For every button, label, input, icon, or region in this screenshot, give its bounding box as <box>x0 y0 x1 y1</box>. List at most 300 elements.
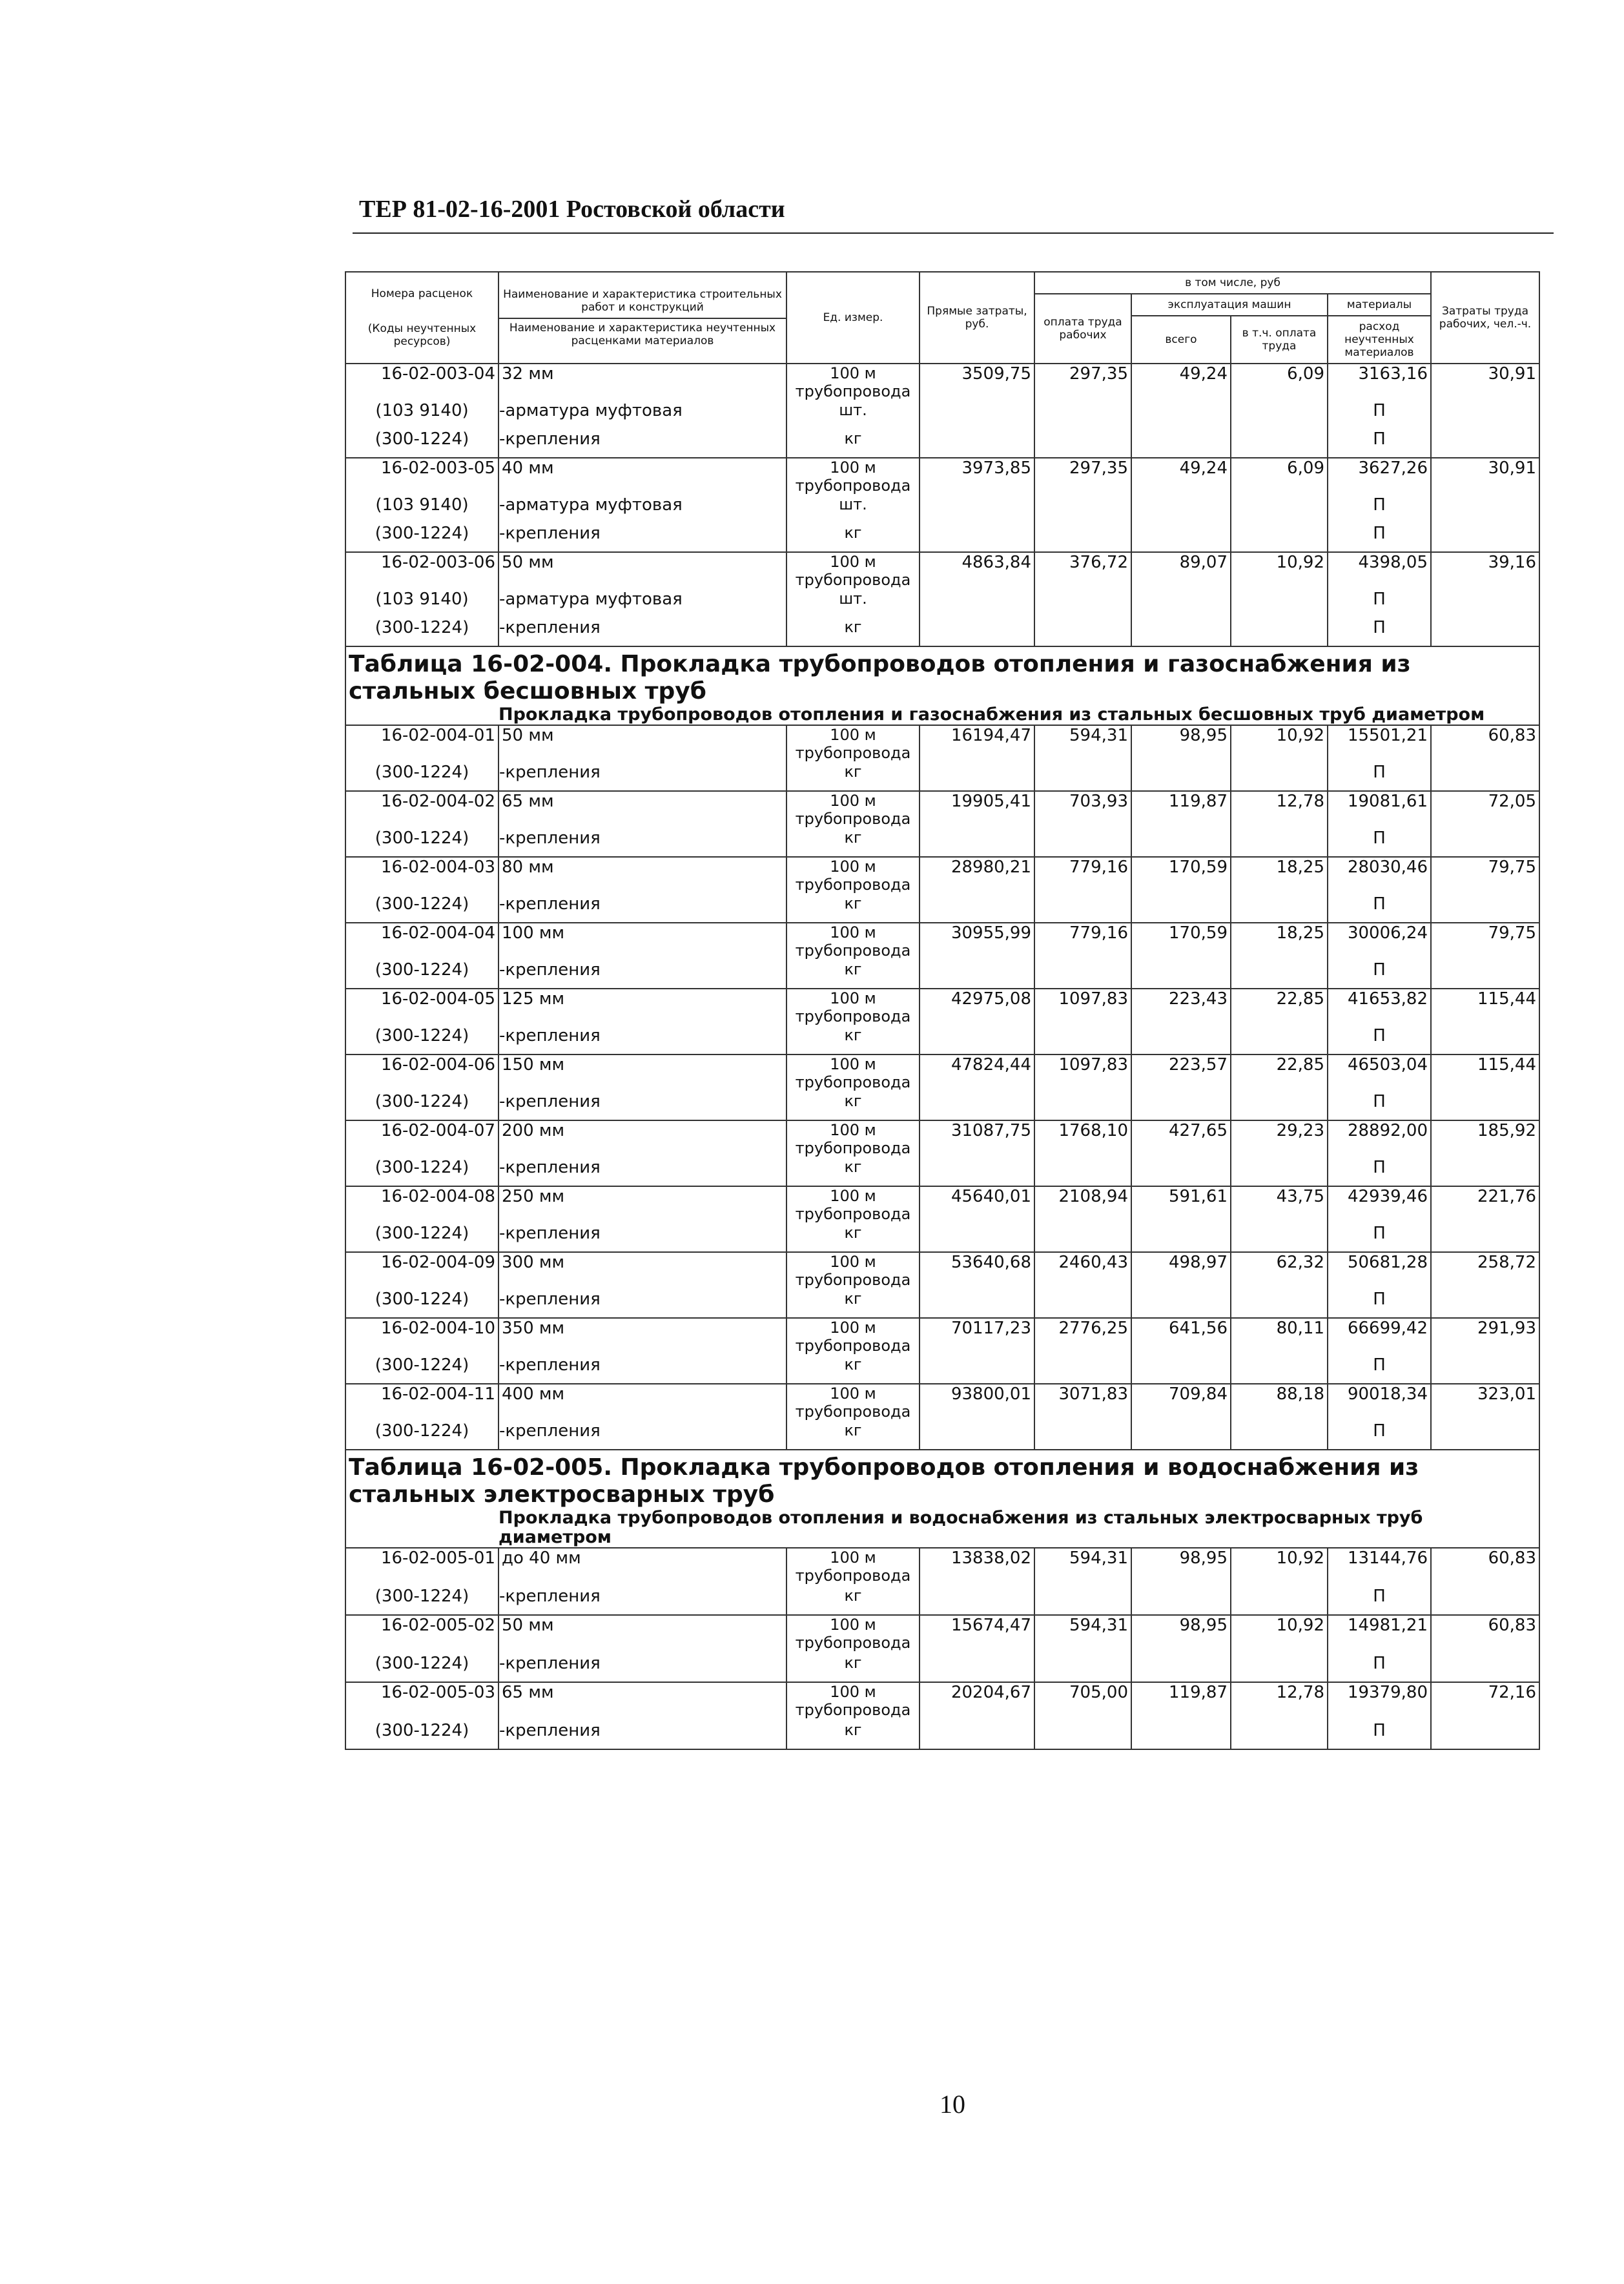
empty-cell <box>1131 828 1231 857</box>
rate-name: 65 мм <box>499 791 786 828</box>
rate-unit <box>786 1055 920 1092</box>
table-subrow <box>345 524 1539 552</box>
resource-material: П <box>1328 1355 1431 1384</box>
rate-unit <box>786 923 920 960</box>
direct-cost: 28980,21 <box>920 857 1034 894</box>
resource-material: П <box>1328 524 1431 552</box>
rate-code: 16-02-004-06 <box>345 1055 499 1092</box>
resource-name: -крепления <box>499 763 786 791</box>
rate-name: 50 мм <box>499 552 786 590</box>
unit-line: трубопровода <box>795 477 911 495</box>
resource-code: (103 9140) <box>345 590 499 618</box>
rate-unit <box>786 725 920 763</box>
empty-cell <box>1431 1721 1539 1749</box>
empty-cell <box>1231 1158 1328 1186</box>
rate-code: 16-02-004-01 <box>345 725 499 763</box>
empty-cell <box>1131 590 1231 618</box>
resource-unit: шт. <box>786 401 920 429</box>
table-row <box>345 923 1539 960</box>
resource-material: П <box>1328 894 1431 923</box>
empty-cell <box>1231 1654 1328 1682</box>
empty-cell <box>1431 524 1539 552</box>
unit-line: трубопровода <box>795 571 911 589</box>
machine-labor-cost: 6,09 <box>1231 364 1328 401</box>
section-005-header <box>345 1450 1539 1548</box>
col-header-mat-sub: расход неучтенных материалов <box>1328 316 1431 364</box>
rate-name: 350 мм <box>499 1318 786 1355</box>
resource-name: -крепления <box>499 960 786 989</box>
labor-hours: 79,75 <box>1431 857 1539 894</box>
table-subrow <box>345 1158 1539 1186</box>
table-subrow <box>345 1355 1539 1384</box>
machine-cost: 98,95 <box>1131 1548 1231 1587</box>
rate-name: 80 мм <box>499 857 786 894</box>
labor-cost: 297,35 <box>1034 364 1131 401</box>
empty-cell <box>1034 401 1131 429</box>
table-row <box>345 725 1539 763</box>
table-subrow <box>345 1224 1539 1252</box>
table-row <box>345 1682 1539 1721</box>
empty-cell <box>1231 524 1328 552</box>
empty-cell <box>1231 618 1328 646</box>
resource-code: (103 9140) <box>345 401 499 429</box>
resource-material: П <box>1328 495 1431 524</box>
empty-cell <box>1431 1355 1539 1384</box>
resource-material: П <box>1328 401 1431 429</box>
machine-cost: 427,65 <box>1131 1120 1231 1158</box>
rate-name: 300 мм <box>499 1252 786 1290</box>
unit-line: 100 м <box>830 458 876 477</box>
empty-cell <box>1131 763 1231 791</box>
table-row <box>345 1055 1539 1092</box>
labor-hours: 185,92 <box>1431 1120 1539 1158</box>
empty-cell <box>1131 1026 1231 1055</box>
rate-unit <box>786 1384 920 1421</box>
machine-cost: 98,95 <box>1131 1615 1231 1654</box>
empty-cell <box>1131 495 1231 524</box>
machine-cost: 170,59 <box>1131 923 1231 960</box>
col-header-labor: оплата труда рабочих <box>1034 294 1131 364</box>
empty-cell <box>1034 1290 1131 1318</box>
machine-labor-cost: 10,92 <box>1231 725 1328 763</box>
empty-cell <box>1034 1587 1131 1615</box>
resource-name: -крепления <box>499 1421 786 1450</box>
empty-cell <box>920 960 1034 989</box>
labor-hours: 258,72 <box>1431 1252 1539 1290</box>
empty-cell <box>920 1290 1034 1318</box>
unit-line: трубопровода <box>795 1139 911 1157</box>
section-004-header <box>345 646 1539 725</box>
direct-cost: 16194,47 <box>920 725 1034 763</box>
empty-cell <box>920 1587 1034 1615</box>
direct-cost: 42975,08 <box>920 989 1034 1026</box>
labor-cost: 2460,43 <box>1034 1252 1131 1290</box>
resource-unit: кг <box>786 1290 920 1318</box>
col-header-mach-labor: в т.ч. оплата труда <box>1231 316 1328 364</box>
resource-name: -крепления <box>499 894 786 923</box>
labor-cost: 2776,25 <box>1034 1318 1131 1355</box>
empty-cell <box>1131 1290 1231 1318</box>
rate-code: 16-02-005-01 <box>345 1548 499 1587</box>
table-body-005 <box>345 1548 1539 1749</box>
empty-cell <box>1131 894 1231 923</box>
material-cost: 28892,00 <box>1328 1120 1431 1158</box>
direct-cost: 47824,44 <box>920 1055 1034 1092</box>
labor-hours: 115,44 <box>1431 989 1539 1026</box>
table-subrow <box>345 1654 1539 1682</box>
document-title: ТЕР 81-02-16-2001 Ростовской области <box>359 196 785 223</box>
empty-cell <box>1431 429 1539 458</box>
labor-hours: 60,83 <box>1431 1615 1539 1654</box>
machine-labor-cost: 18,25 <box>1231 923 1328 960</box>
table-row <box>345 989 1539 1026</box>
unit-line: 100 м <box>830 1187 876 1205</box>
material-cost: 41653,82 <box>1328 989 1431 1026</box>
direct-cost: 53640,68 <box>920 1252 1034 1290</box>
unit-line: 100 м <box>830 989 876 1007</box>
unit-line: трубопровода <box>795 1701 911 1719</box>
resource-name: -крепления <box>499 1654 786 1682</box>
labor-hours: 60,83 <box>1431 1548 1539 1587</box>
labor-cost: 594,31 <box>1034 1548 1131 1587</box>
resource-name: -крепления <box>499 524 786 552</box>
rate-unit <box>786 1120 920 1158</box>
unit-line: трубопровода <box>795 1567 911 1585</box>
empty-cell <box>1431 590 1539 618</box>
rate-unit <box>786 458 920 495</box>
labor-cost: 1097,83 <box>1034 1055 1131 1092</box>
empty-cell <box>1131 618 1231 646</box>
resource-name: -крепления <box>499 1026 786 1055</box>
section-005-title: Таблица 16-02-005. Прокладка трубопроводов отопления и водоснабжения из стальных электросварных труб <box>345 1450 1539 1508</box>
rate-unit <box>786 364 920 401</box>
empty-cell <box>920 618 1034 646</box>
unit-line: трубопровода <box>795 1337 911 1355</box>
section-005-subtitle: Прокладка трубопроводов отопления и водоснабжения из стальных электросварных труб диаметром <box>345 1508 1539 1548</box>
rate-code: 16-02-004-09 <box>345 1252 499 1290</box>
empty-cell <box>1231 1092 1328 1120</box>
resource-unit: шт. <box>786 590 920 618</box>
labor-cost: 703,93 <box>1034 791 1131 828</box>
resource-unit: кг <box>786 429 920 458</box>
material-cost: 46503,04 <box>1328 1055 1431 1092</box>
direct-cost: 45640,01 <box>920 1186 1034 1224</box>
material-cost: 13144,76 <box>1328 1548 1431 1587</box>
labor-hours: 72,16 <box>1431 1682 1539 1721</box>
col-header-mach-total: всего <box>1131 316 1231 364</box>
resource-material: П <box>1328 1290 1431 1318</box>
labor-hours: 323,01 <box>1431 1384 1539 1421</box>
resource-name: -крепления <box>499 1158 786 1186</box>
resource-material: П <box>1328 618 1431 646</box>
section-004-title: Таблица 16-02-004. Прокладка трубопроводов отопления и газоснабжения из стальных бесшовных труб <box>345 646 1539 705</box>
machine-cost: 49,24 <box>1131 364 1231 401</box>
direct-cost: 31087,75 <box>920 1120 1034 1158</box>
empty-cell <box>920 1224 1034 1252</box>
empty-cell <box>1131 1587 1231 1615</box>
rate-code: 16-02-004-11 <box>345 1384 499 1421</box>
empty-cell <box>1431 1654 1539 1682</box>
empty-cell <box>1231 1224 1328 1252</box>
direct-cost: 15674,47 <box>920 1615 1034 1654</box>
unit-line: трубопровода <box>795 810 911 828</box>
material-cost: 66699,42 <box>1328 1318 1431 1355</box>
resource-unit: кг <box>786 1026 920 1055</box>
unit-line: 100 м <box>830 1253 876 1271</box>
resource-name: -крепления <box>499 1092 786 1120</box>
empty-cell <box>1034 429 1131 458</box>
table-subrow <box>345 1421 1539 1450</box>
empty-cell <box>920 1421 1034 1450</box>
empty-cell <box>920 763 1034 791</box>
table-row <box>345 1615 1539 1654</box>
rate-unit <box>786 989 920 1026</box>
resource-unit: кг <box>786 763 920 791</box>
labor-cost: 297,35 <box>1034 458 1131 495</box>
table-subrow <box>345 495 1539 524</box>
empty-cell <box>920 1092 1034 1120</box>
rate-code: 16-02-004-04 <box>345 923 499 960</box>
table-row <box>345 1384 1539 1421</box>
empty-cell <box>1131 524 1231 552</box>
unit-line: трубопровода <box>795 1205 911 1223</box>
empty-cell <box>1034 763 1131 791</box>
empty-cell <box>1431 763 1539 791</box>
table-subrow <box>345 1721 1539 1749</box>
rate-unit <box>786 1548 920 1587</box>
resource-name: -арматура муфтовая <box>499 495 786 524</box>
table-subrow <box>345 618 1539 646</box>
table-subrow <box>345 763 1539 791</box>
empty-cell <box>1431 401 1539 429</box>
labor-hours: 39,16 <box>1431 552 1539 590</box>
material-cost: 90018,34 <box>1328 1384 1431 1421</box>
table-row <box>345 1252 1539 1290</box>
labor-cost: 594,31 <box>1034 1615 1131 1654</box>
resource-unit: кг <box>786 618 920 646</box>
machine-labor-cost: 88,18 <box>1231 1384 1328 1421</box>
material-cost: 4398,05 <box>1328 552 1431 590</box>
empty-cell <box>920 1355 1034 1384</box>
rate-code: 16-02-005-03 <box>345 1682 499 1721</box>
machine-cost: 709,84 <box>1131 1384 1231 1421</box>
machine-labor-cost: 22,85 <box>1231 1055 1328 1092</box>
labor-cost: 2108,94 <box>1034 1186 1131 1224</box>
resource-name: -крепления <box>499 1587 786 1615</box>
resource-name: -крепления <box>499 1224 786 1252</box>
rate-code: 16-02-003-06 <box>345 552 499 590</box>
resource-material: П <box>1328 1654 1431 1682</box>
resource-code: (300-1224) <box>345 763 499 791</box>
resource-code: (300-1224) <box>345 1421 499 1450</box>
labor-cost: 594,31 <box>1034 725 1131 763</box>
machine-cost: 591,61 <box>1131 1186 1231 1224</box>
rate-unit <box>786 857 920 894</box>
resource-name: -крепления <box>499 1721 786 1749</box>
empty-cell <box>1431 1158 1539 1186</box>
machine-cost: 89,07 <box>1131 552 1231 590</box>
unit-line: 100 м <box>830 1121 876 1139</box>
labor-hours: 30,91 <box>1431 458 1539 495</box>
empty-cell <box>920 828 1034 857</box>
empty-cell <box>920 590 1034 618</box>
table-row <box>345 1120 1539 1158</box>
table-subrow <box>345 894 1539 923</box>
rate-code: 16-02-004-05 <box>345 989 499 1026</box>
resource-unit: кг <box>786 1355 920 1384</box>
empty-cell <box>1034 1421 1131 1450</box>
empty-cell <box>1431 495 1539 524</box>
resource-code: (300-1224) <box>345 1290 499 1318</box>
machine-cost: 498,97 <box>1131 1252 1231 1290</box>
unit-line: 100 м <box>830 726 876 744</box>
resource-code: (300-1224) <box>345 524 499 552</box>
resource-name: -крепления <box>499 1290 786 1318</box>
labor-hours: 291,93 <box>1431 1318 1539 1355</box>
material-cost: 14981,21 <box>1328 1615 1431 1654</box>
empty-cell <box>1131 401 1231 429</box>
unit-line: трубопровода <box>795 1403 911 1421</box>
material-cost: 3627,26 <box>1328 458 1431 495</box>
rate-name: до 40 мм <box>499 1548 786 1587</box>
labor-cost: 779,16 <box>1034 857 1131 894</box>
direct-cost: 4863,84 <box>920 552 1034 590</box>
empty-cell <box>1131 1224 1231 1252</box>
empty-cell <box>1431 1290 1539 1318</box>
empty-cell <box>1431 1026 1539 1055</box>
empty-cell <box>1231 1421 1328 1450</box>
empty-cell <box>920 894 1034 923</box>
rate-unit <box>786 1682 920 1721</box>
machine-cost: 49,24 <box>1131 458 1231 495</box>
machine-cost: 641,56 <box>1131 1318 1231 1355</box>
unit-line: 100 м <box>830 364 876 382</box>
labor-cost: 779,16 <box>1034 923 1131 960</box>
unit-line: 100 м <box>830 1683 876 1701</box>
empty-cell <box>1431 894 1539 923</box>
unit-line: трубопровода <box>795 876 911 894</box>
empty-cell <box>1431 1092 1539 1120</box>
rate-name: 100 мм <box>499 923 786 960</box>
resource-name: -арматура муфтовая <box>499 401 786 429</box>
resource-material: П <box>1328 1587 1431 1615</box>
empty-cell <box>920 495 1034 524</box>
resource-code: (300-1224) <box>345 1355 499 1384</box>
rate-code: 16-02-004-02 <box>345 791 499 828</box>
rate-unit <box>786 1318 920 1355</box>
unit-line: трубопровода <box>795 1634 911 1652</box>
rate-unit <box>786 1252 920 1290</box>
table-subrow <box>345 1026 1539 1055</box>
labor-cost: 3071,83 <box>1034 1384 1131 1421</box>
resource-material: П <box>1328 1092 1431 1120</box>
resource-code: (300-1224) <box>345 828 499 857</box>
rate-unit <box>786 791 920 828</box>
empty-cell <box>1131 1355 1231 1384</box>
empty-cell <box>1431 1421 1539 1450</box>
labor-cost: 376,72 <box>1034 552 1131 590</box>
resource-material: П <box>1328 828 1431 857</box>
empty-cell <box>1034 1026 1131 1055</box>
resource-code: (300-1224) <box>345 1092 499 1120</box>
unit-line: 100 м <box>830 923 876 941</box>
resource-code: (300-1224) <box>345 1721 499 1749</box>
empty-cell <box>1034 1654 1131 1682</box>
direct-cost: 70117,23 <box>920 1318 1034 1355</box>
rate-unit <box>786 1186 920 1224</box>
machine-cost: 170,59 <box>1131 857 1231 894</box>
unit-line: 100 м <box>830 1548 876 1567</box>
empty-cell <box>1034 524 1131 552</box>
table-row <box>345 1548 1539 1587</box>
material-cost: 30006,24 <box>1328 923 1431 960</box>
unit-line: 100 м <box>830 858 876 876</box>
unit-line: трубопровода <box>795 941 911 960</box>
rate-name: 125 мм <box>499 989 786 1026</box>
rate-code: 16-02-004-10 <box>345 1318 499 1355</box>
resource-material: П <box>1328 1721 1431 1749</box>
direct-cost: 3509,75 <box>920 364 1034 401</box>
rate-code: 16-02-004-08 <box>345 1186 499 1224</box>
col-header-materials: материалы <box>1328 294 1431 316</box>
machine-labor-cost: 62,32 <box>1231 1252 1328 1290</box>
labor-hours: 30,91 <box>1431 364 1539 401</box>
empty-cell <box>1431 960 1539 989</box>
col-header-workers: Затраты труда рабочих, чел.-ч. <box>1431 272 1539 364</box>
empty-cell <box>1231 401 1328 429</box>
empty-cell <box>1231 1587 1328 1615</box>
empty-cell <box>1231 828 1328 857</box>
machine-cost: 119,87 <box>1131 1682 1231 1721</box>
rate-code: 16-02-003-05 <box>345 458 499 495</box>
resource-name: -крепления <box>499 828 786 857</box>
empty-cell <box>1034 618 1131 646</box>
resource-name: -крепления <box>499 1355 786 1384</box>
labor-hours: 72,05 <box>1431 791 1539 828</box>
rate-name: 32 мм <box>499 364 786 401</box>
resource-material: П <box>1328 960 1431 989</box>
empty-cell <box>1231 960 1328 989</box>
unit-line: трубопровода <box>795 744 911 762</box>
empty-cell <box>1131 1654 1231 1682</box>
labor-hours: 79,75 <box>1431 923 1539 960</box>
empty-cell <box>1131 1158 1231 1186</box>
page-number: 10 <box>940 2090 965 2119</box>
material-cost: 3163,16 <box>1328 364 1431 401</box>
rate-name: 50 мм <box>499 725 786 763</box>
empty-cell <box>1034 1158 1131 1186</box>
empty-cell <box>1231 1026 1328 1055</box>
empty-cell <box>1231 1290 1328 1318</box>
table-subrow <box>345 429 1539 458</box>
resource-name: -арматура муфтовая <box>499 590 786 618</box>
empty-cell <box>1131 429 1231 458</box>
machine-cost: 119,87 <box>1131 791 1231 828</box>
resource-name: -крепления <box>499 429 786 458</box>
empty-cell <box>1034 1721 1131 1749</box>
unit-line: 100 м <box>830 553 876 571</box>
empty-cell <box>1231 763 1328 791</box>
material-cost: 15501,21 <box>1328 725 1431 763</box>
empty-cell <box>1131 960 1231 989</box>
table-subrow <box>345 1587 1539 1615</box>
empty-cell <box>1431 828 1539 857</box>
material-cost: 28030,46 <box>1328 857 1431 894</box>
rate-name: 400 мм <box>499 1384 786 1421</box>
empty-cell <box>1131 1721 1231 1749</box>
machine-labor-cost: 12,78 <box>1231 791 1328 828</box>
col-header-machines: эксплуатация машин <box>1131 294 1328 316</box>
